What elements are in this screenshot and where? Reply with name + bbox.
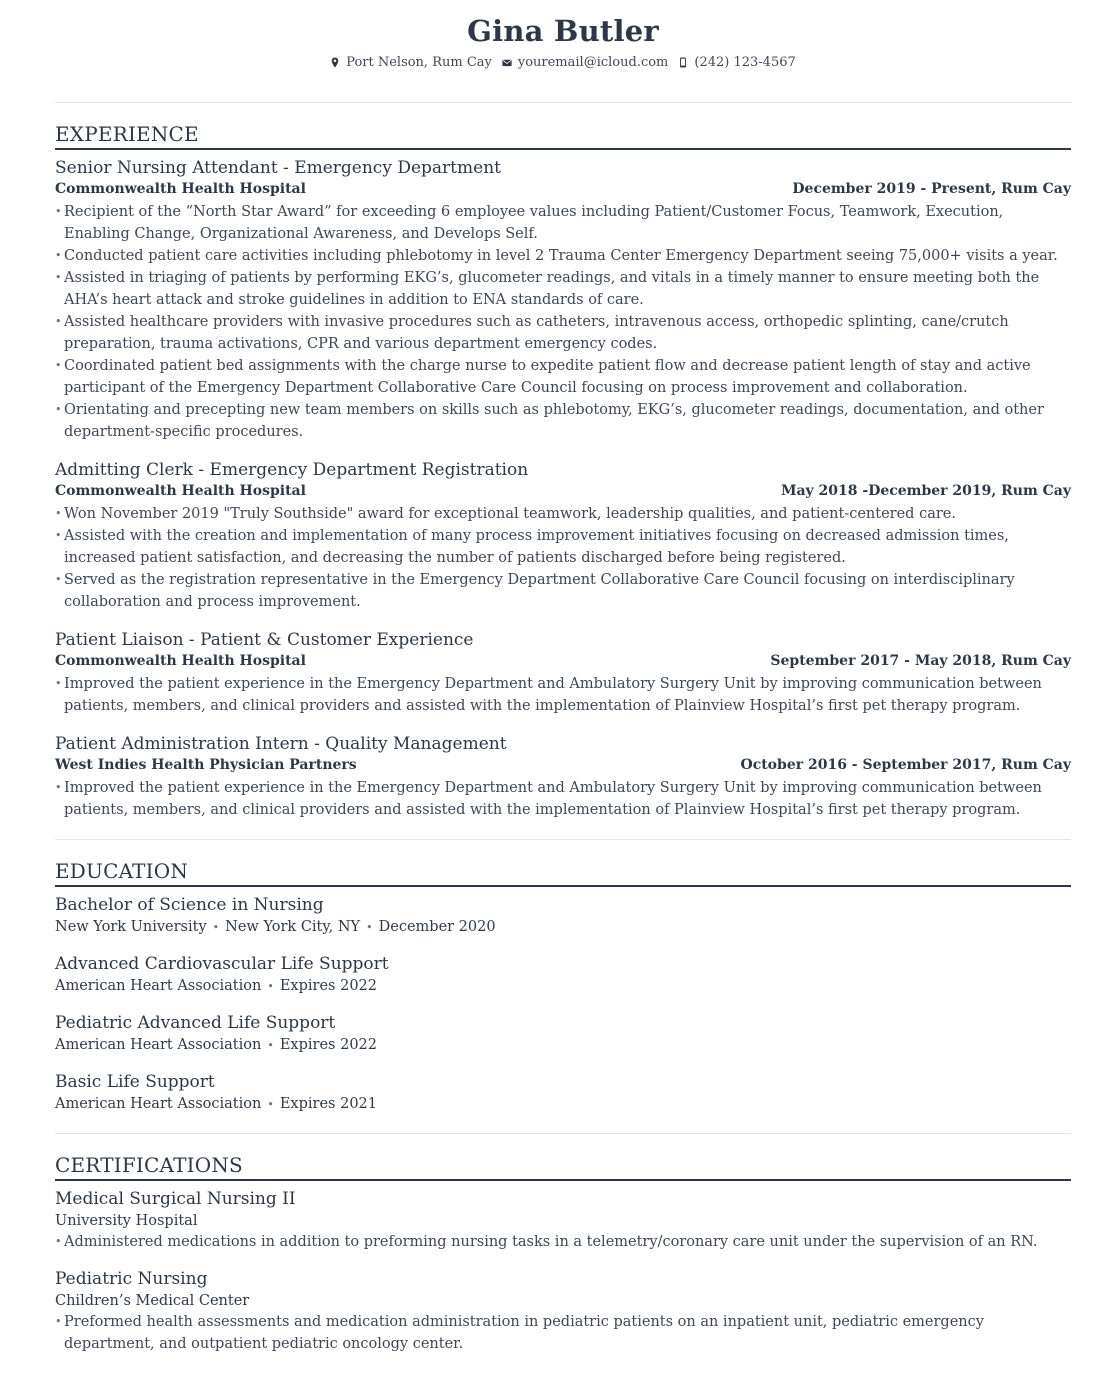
job-organization: Commonwealth Health Hospital bbox=[55, 653, 306, 669]
bullet-item: • Served as the registration representative in the Emergency Department Collaborative Care Council focusing on interdisciplinary collaboration and process improvement. bbox=[55, 569, 1071, 613]
education-entry bbox=[55, 1011, 1071, 1056]
job-meta bbox=[55, 652, 1071, 670]
certification-title: Pediatric Nursing bbox=[55, 1269, 208, 1289]
job-organization: Commonwealth Health Hospital bbox=[55, 181, 306, 197]
job-bullets bbox=[55, 201, 1071, 443]
education-entry bbox=[55, 952, 1071, 997]
contact-line bbox=[55, 50, 1071, 74]
separator-dot: • bbox=[267, 980, 274, 993]
job-entry bbox=[55, 732, 1071, 821]
education-details bbox=[55, 1094, 1071, 1115]
bullet-item: • Administered medications in addition to preforming nursing tasks in a telemetry/coronary care unit under the supervision of an RN. bbox=[55, 1231, 1071, 1253]
job-dates-location: September 2017 - May 2018, Rum Cay bbox=[770, 653, 1071, 669]
education-detail: New York City, NY bbox=[225, 919, 361, 935]
divider bbox=[55, 102, 1071, 103]
phone-icon bbox=[678, 57, 688, 68]
education-detail: American Heart Association bbox=[55, 1037, 262, 1053]
bullet-item: • Assisted healthcare providers with invasive procedures such as catheters, intravenous access, orthopedic splinting, cane/crutch preparation, trauma activations, CPR and various department emergency codes. bbox=[55, 311, 1071, 355]
education-detail: Expires 2021 bbox=[279, 1096, 377, 1112]
section-title-certifications: CERTIFICATIONS bbox=[55, 1153, 1071, 1181]
bullet-item: • Won November 2019 "Truly Southside" award for exceptional teamwork, leadership qualities, and patient-centered care. bbox=[55, 503, 1071, 525]
job-dates-location: December 2019 - Present, Rum Cay bbox=[792, 181, 1071, 197]
mail-icon bbox=[502, 57, 512, 68]
certification-organization: Children’s Medical Center bbox=[55, 1293, 250, 1309]
job-bullets bbox=[55, 503, 1071, 613]
divider bbox=[55, 839, 1071, 840]
job-title: Patient Administration Intern - Quality Management bbox=[55, 734, 507, 754]
bullet-item: • Coordinated patient bed assignments with the charge nurse to expedite patient flow and decrease patient length of stay and active participant of the Emergency Department Collaborative Care Council focusing on process improvement and collaboration. bbox=[55, 355, 1071, 399]
job-entry bbox=[55, 458, 1071, 613]
job-meta bbox=[55, 180, 1071, 198]
certification-bullets bbox=[55, 1231, 1071, 1253]
separator-dot: • bbox=[267, 1039, 274, 1052]
candidate-name: Gina Butler bbox=[467, 14, 659, 48]
separator-dot: • bbox=[267, 1098, 274, 1111]
bullet-item: • Preformed health assessments and medication administration in pediatric patients on an inpatient unit, pediatric emergency department, and outpatient pediatric oncology center. bbox=[55, 1311, 1071, 1355]
map-pin-icon bbox=[330, 57, 340, 68]
job-meta bbox=[55, 756, 1071, 774]
education-title: Advanced Cardiovascular Life Support bbox=[55, 954, 389, 974]
experience-section bbox=[55, 122, 1071, 821]
education-title: Pediatric Advanced Life Support bbox=[55, 1013, 336, 1033]
certification-organization: University Hospital bbox=[55, 1213, 198, 1229]
phone-text[interactable]: (242) 123-4567 bbox=[694, 54, 796, 70]
job-dates-location: May 2018 -December 2019, Rum Cay bbox=[780, 483, 1071, 499]
job-organization: Commonwealth Health Hospital bbox=[55, 483, 306, 499]
bullet-item: • Improved the patient experience in the Emergency Department and Ambulatory Surgery Unit by improving communication between patients, members, and clinical providers and assisted with the implementation of Plainview Hospital’s first pet therapy program. bbox=[55, 673, 1071, 717]
phone-item[interactable] bbox=[678, 55, 795, 70]
job-title: Admitting Clerk - Emergency Department Registration bbox=[55, 460, 529, 480]
bullet-item: • Conducted patient care activities including phlebotomy in level 2 Trauma Center Emergency Department seeing 75,000+ visits a year. bbox=[55, 245, 1071, 267]
location-text: Port Nelson, Rum Cay bbox=[346, 54, 492, 70]
divider bbox=[55, 1133, 1071, 1134]
job-organization: West Indies Health Physician Partners bbox=[55, 757, 357, 773]
education-details bbox=[55, 976, 1071, 997]
bullet-item: • Improved the patient experience in the Emergency Department and Ambulatory Surgery Unit by improving communication between patients, members, and clinical providers and assisted with the implementation of Plainview Hospital’s first pet therapy program. bbox=[55, 777, 1071, 821]
certification-title: Medical Surgical Nursing II bbox=[55, 1189, 296, 1209]
education-list bbox=[55, 893, 1071, 1115]
experience-list bbox=[55, 156, 1071, 821]
email-item[interactable] bbox=[502, 55, 669, 70]
education-detail: New York University bbox=[55, 919, 207, 935]
separator-dot: • bbox=[366, 921, 373, 934]
job-dates-location: October 2016 - September 2017, Rum Cay bbox=[740, 757, 1071, 773]
separator-dot: • bbox=[212, 921, 220, 934]
resume-page bbox=[55, 0, 1071, 1355]
certification-bullets bbox=[55, 1311, 1071, 1355]
education-details bbox=[55, 1035, 1071, 1056]
job-title: Senior Nursing Attendant - Emergency Department bbox=[55, 158, 501, 178]
email-text[interactable]: youremail@icloud.com bbox=[517, 54, 669, 70]
section-title-education: EDUCATION bbox=[55, 859, 1071, 887]
job-bullets bbox=[55, 673, 1071, 717]
bullet-item: • Assisted with the creation and implementation of many process improvement initiatives focusing on decreased admission times, increased patient satisfaction, and decreasing the number of patients discharged before being registered. bbox=[55, 525, 1071, 569]
job-title: Patient Liaison - Patient & Customer Experience bbox=[55, 630, 474, 650]
certification-entry bbox=[55, 1267, 1071, 1355]
certifications-section bbox=[55, 1153, 1071, 1355]
section-title-experience: EXPERIENCE bbox=[55, 122, 1071, 150]
education-details bbox=[55, 917, 1071, 938]
education-detail: Expires 2022 bbox=[279, 978, 377, 994]
bullet-item: • Orientating and precepting new team members on skills such as phlebotomy, EKG’s, glucometer readings, documentation, and other department-specific procedures. bbox=[55, 399, 1071, 443]
bullet-item: • Recipient of the “North Star Award” for exceeding 6 employee values including Patient/Customer Focus, Teamwork, Execution, Enabling Change, Organizational Awareness, and Develops Self. bbox=[55, 201, 1071, 245]
education-detail: Expires 2022 bbox=[279, 1037, 377, 1053]
certification-entry bbox=[55, 1187, 1071, 1253]
education-entry bbox=[55, 893, 1071, 938]
job-entry bbox=[55, 628, 1071, 717]
education-entry bbox=[55, 1070, 1071, 1115]
education-section bbox=[55, 859, 1071, 1115]
certifications-list bbox=[55, 1187, 1071, 1355]
education-title: Basic Life Support bbox=[55, 1072, 215, 1092]
job-bullets bbox=[55, 777, 1071, 821]
education-title: Bachelor of Science in Nursing bbox=[55, 895, 324, 915]
job-entry bbox=[55, 156, 1071, 443]
education-detail: American Heart Association bbox=[55, 978, 262, 994]
education-detail: December 2020 bbox=[378, 919, 496, 935]
education-detail: American Heart Association bbox=[55, 1096, 262, 1112]
bullet-item: • Assisted in triaging of patients by performing EKG’s, glucometer readings, and vitals in a timely manner to ensure meeting both the AHA’s heart attack and stroke guidelines in addition to ENA standards of care. bbox=[55, 267, 1071, 311]
job-meta bbox=[55, 482, 1071, 500]
location-item bbox=[330, 55, 492, 70]
